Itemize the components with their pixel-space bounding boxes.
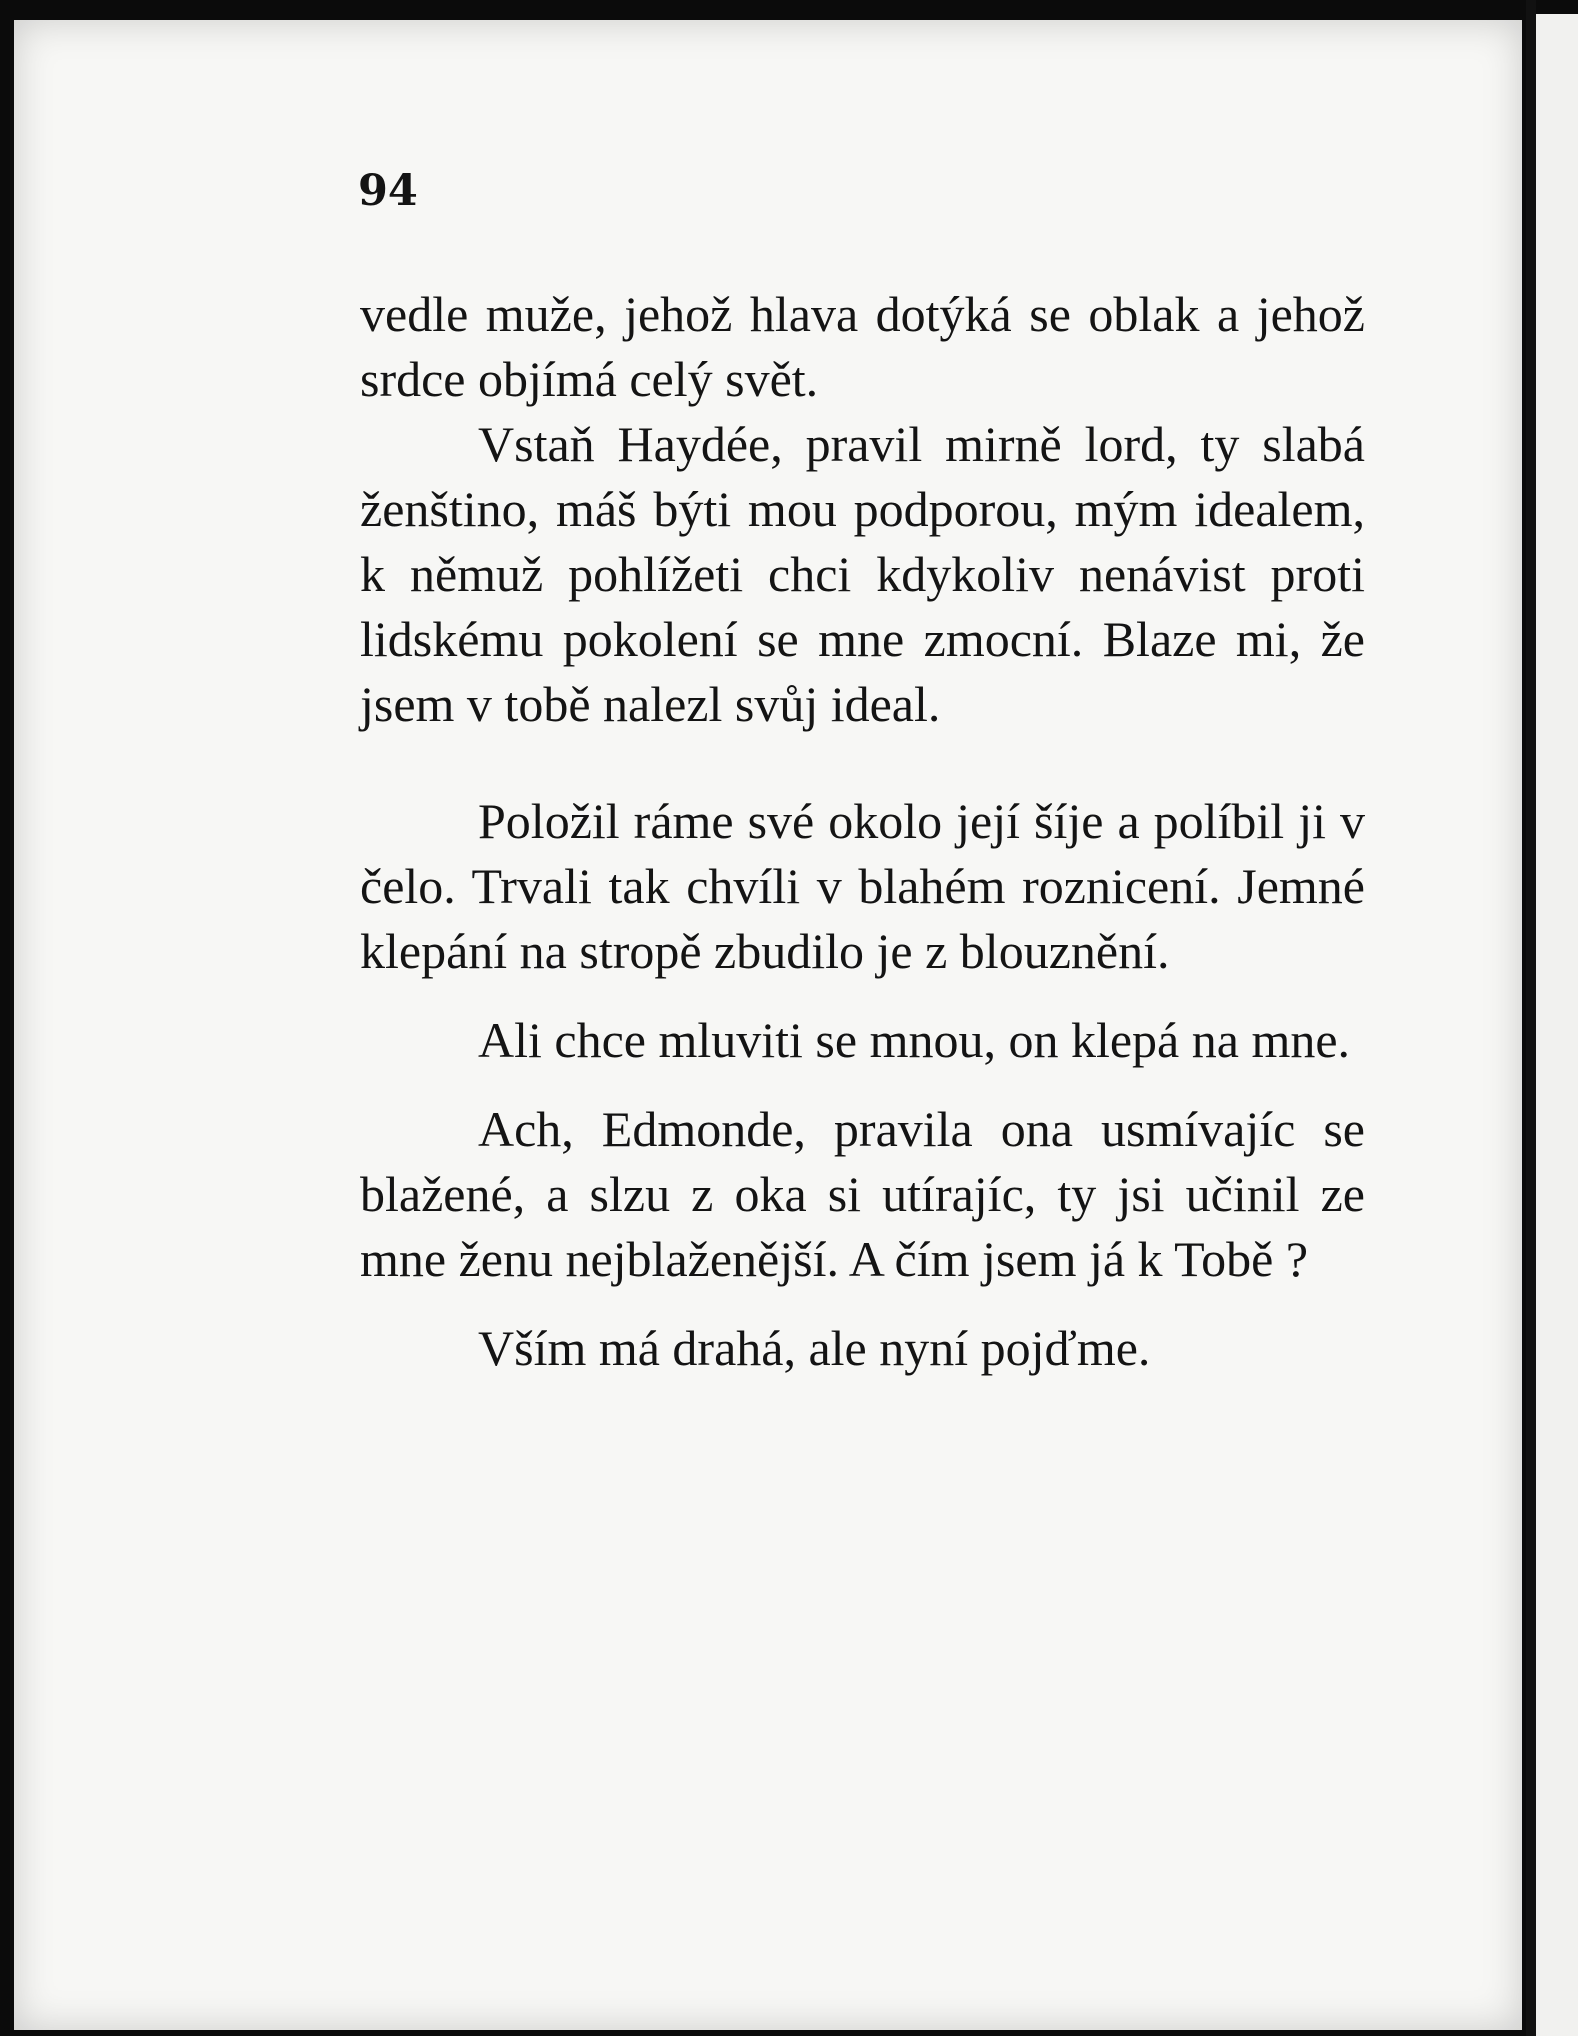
binding-edge — [1526, 0, 1536, 2036]
paragraph-2: Vstaň Haydée, pravil mirně lord, ty slabá ženštino, máš býti mou podporou, mým idealem, k němuž pohlížeti chci kdykoliv nenávist proti lidskému pokolení se mne zmocní. Blaze mi, že jsem v tobě nalezl svůj ideal. — [360, 416, 1365, 732]
paragraph-3: Položil ráme své okolo její šíje a políbil ji v čelo. Trvali tak chvíli v blahém roznicení. Jemné klepání na stropě zbudilo je z blouznění. — [360, 793, 1365, 979]
paragraph-1: vedle muže, jehož hlava dotýká se oblak a jehož srdce objímá celý svět. — [360, 286, 1365, 407]
page-body-text — [360, 282, 1365, 1381]
paragraph-6: Vším má drahá, ale nyní pojďme. — [478, 1320, 1151, 1376]
page-number: 94 — [358, 166, 418, 216]
adjacent-page-edge — [1536, 14, 1578, 2036]
paragraph-4: Ali chce mluviti se mnou, on klepá na mne. — [478, 1012, 1351, 1068]
paragraph-5: Ach, Edmonde, pravila ona usmívajíc se blažené, a slzu z oka si utírajíc, ty jsi učinil ze mne ženu nejblaženější. A čím jsem já k Tobě ? — [360, 1101, 1365, 1287]
